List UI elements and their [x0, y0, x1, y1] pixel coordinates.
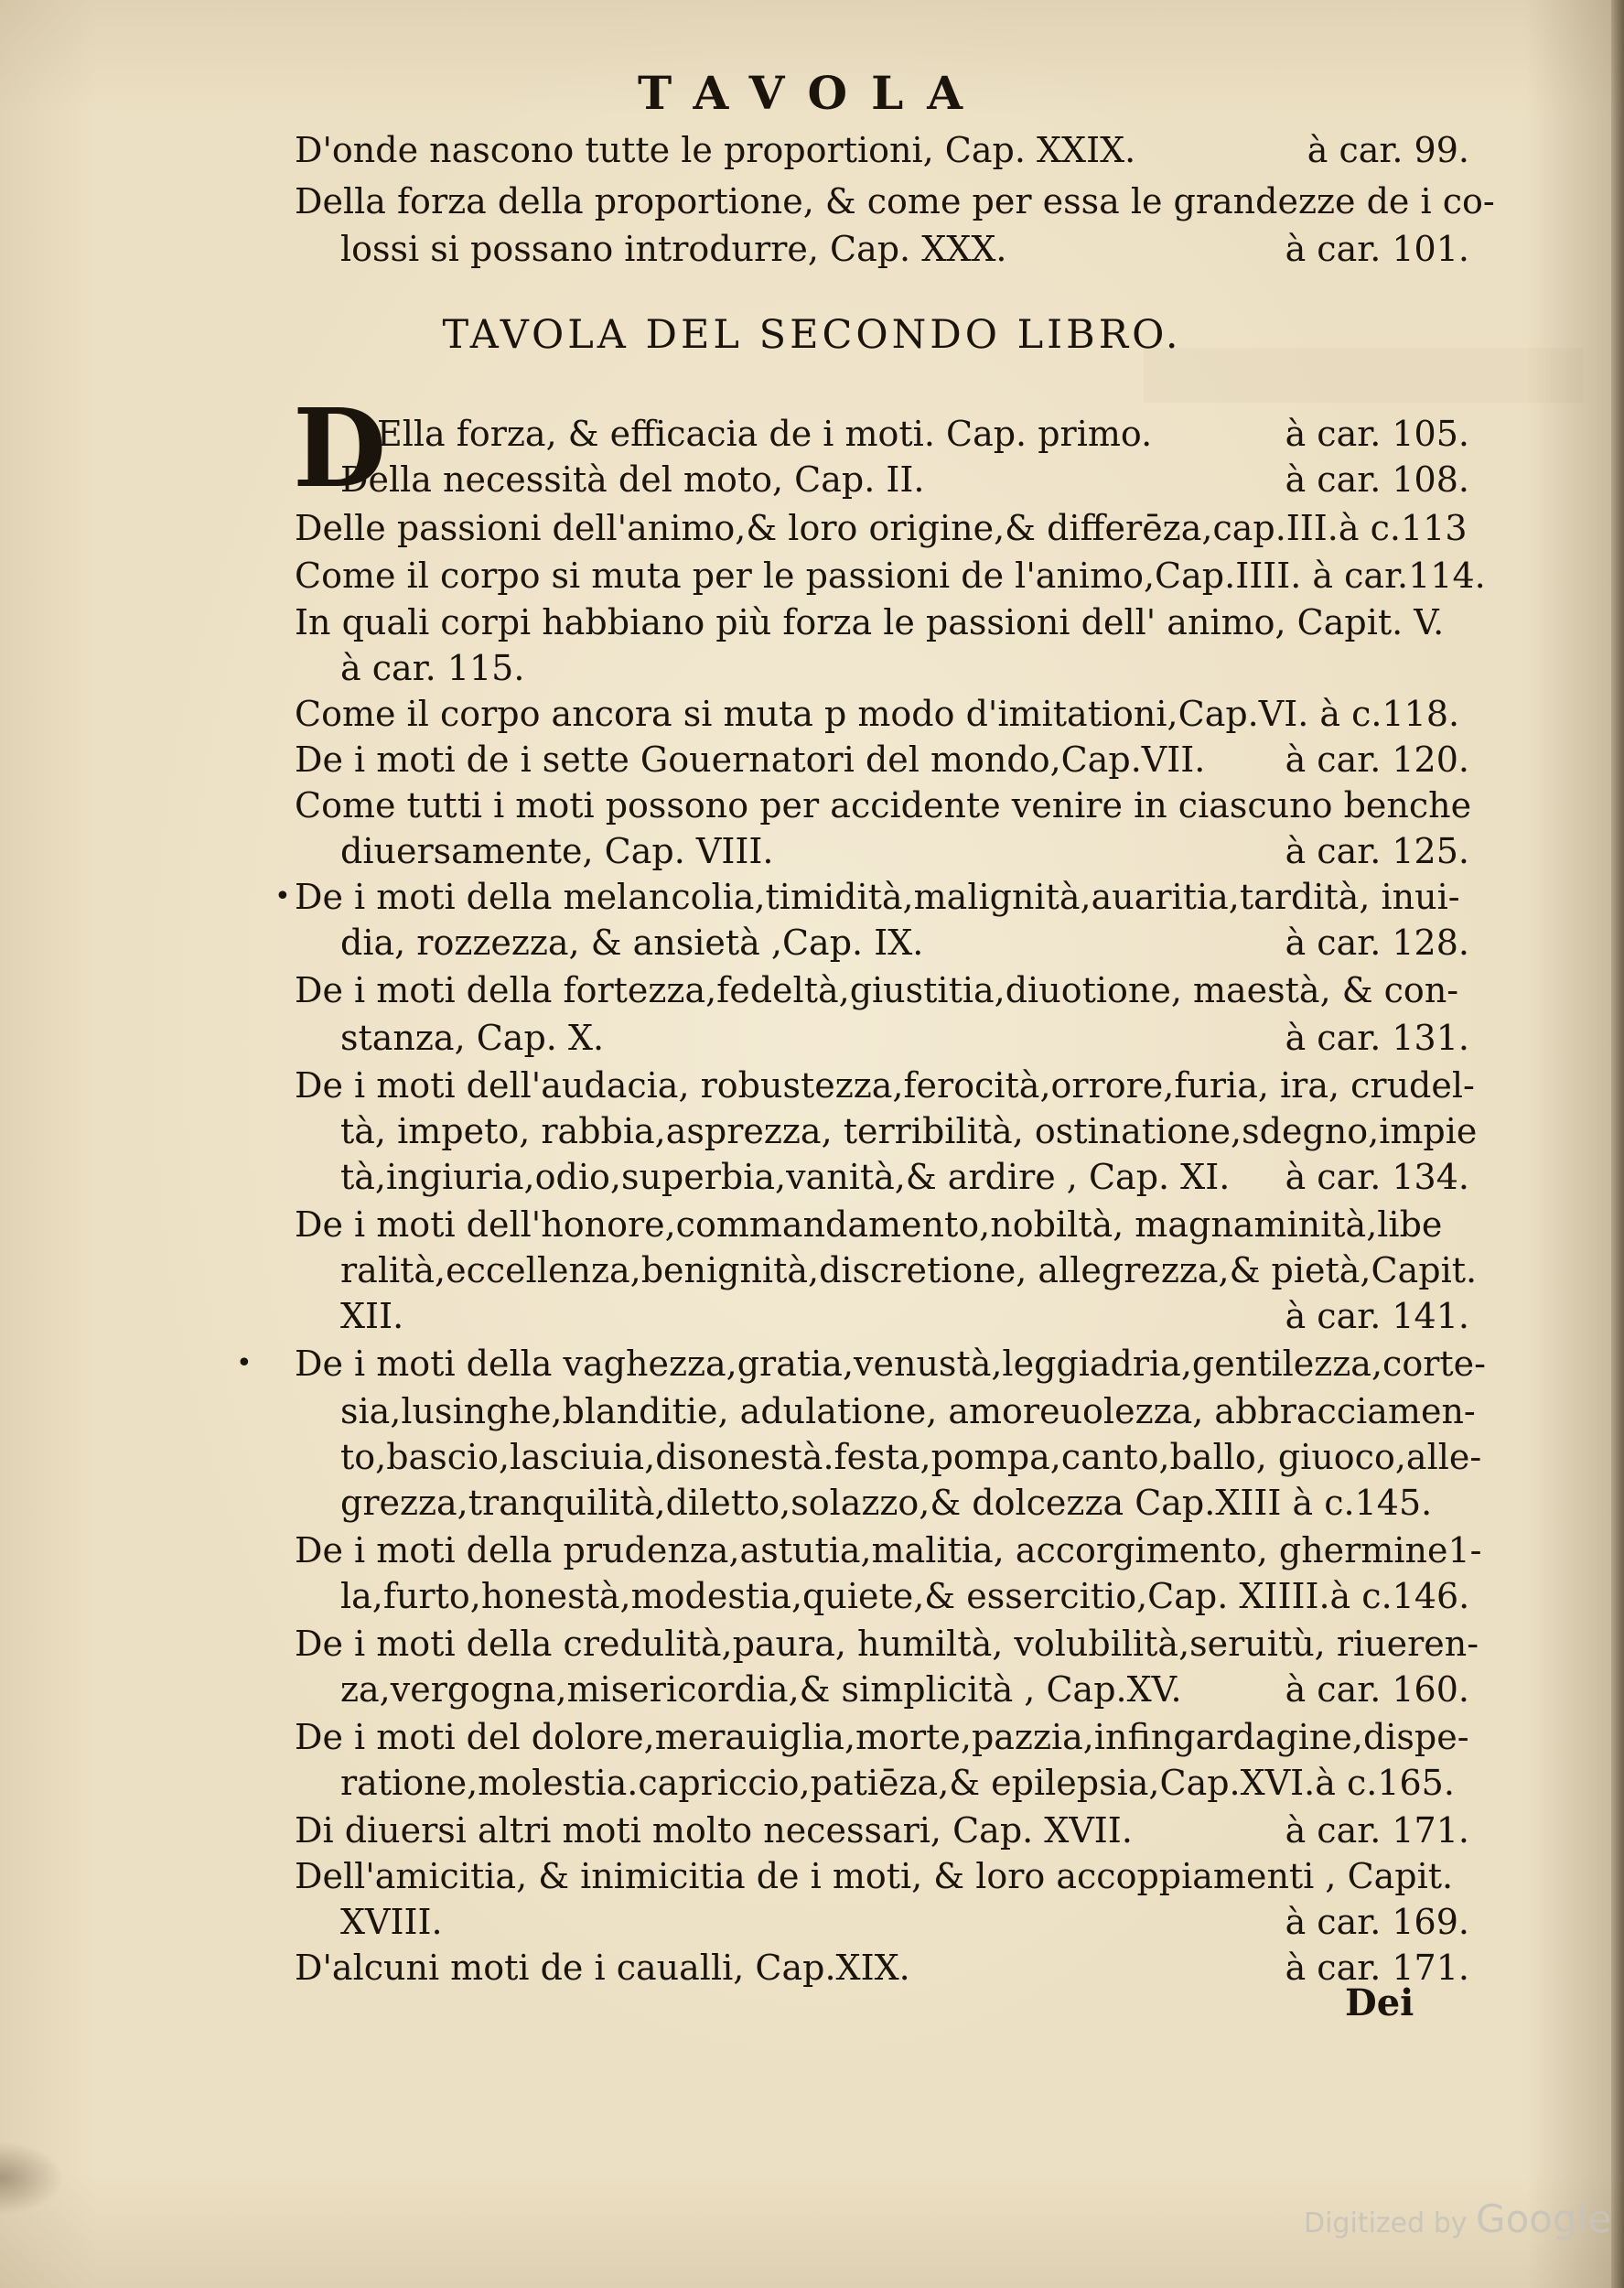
running-head: TAVOLA: [637, 66, 987, 120]
entry-text: grezza,tranquilità,diletto,solazzo,& dolcezza Cap.XIII à c.145.: [340, 1483, 1433, 1523]
entry-page: à car. 101.: [1285, 229, 1469, 269]
entry-text: tà, impeto, rabbia,asprezza, terribilità, ostinatione,sdegno,impie: [340, 1111, 1478, 1151]
entry-page: à car. 160.: [1285, 1669, 1469, 1710]
entry-text: In quali corpi habbiano più forza le passioni dell' animo, Capit. V.: [295, 602, 1445, 642]
margin-bullet: •: [274, 880, 291, 912]
entry-text: Della necessità del moto, Cap. II.: [340, 459, 925, 500]
entry-text: De i moti della prudenza,astutia,malitia, accorgimento, ghermine1-: [295, 1530, 1482, 1570]
entry-page: à car. 120.: [1285, 739, 1469, 780]
entry-text: De i moti della melancolia,timidità,malignità,auaritia,tardità, inui-: [295, 877, 1460, 917]
entry-text: za,vergogna,misericordia,& simplicità , Cap.XV.: [340, 1669, 1182, 1710]
entry-text: XII.: [340, 1296, 404, 1336]
entry-page: à car. 128.: [1285, 923, 1469, 963]
entry-text: to,bascio,lasciuia,disonestà.festa,pompa,canto,ballo, giuoco,alle-: [340, 1437, 1482, 1477]
entry-page: à car. 171.: [1285, 1810, 1469, 1851]
entry-text: D'onde nascono tutte le proportioni, Cap. XXIX.: [295, 130, 1136, 170]
catchword: Dei: [1345, 1981, 1414, 2024]
entry-text: De i moti della credulità,paura, humiltà, volubilità,seruitù, riueren-: [295, 1624, 1479, 1664]
entry-text: Di diuersi altri moti molto necessari, Cap. XVII.: [295, 1810, 1133, 1851]
entry-text: De i moti dell'audacia, robustezza,ferocità,orrore,furia, ira, crudel-: [295, 1065, 1475, 1106]
entry-text: De i moti della vaghezza,gratia,venustà,leggiadria,gentilezza,corte-: [295, 1344, 1486, 1384]
entry-text: Come il corpo si muta per le passioni de l'animo,Cap.IIII. à car.114.: [295, 556, 1486, 596]
entry-text: De i moti della fortezza,fedeltà,giustitia,diuotione, maestà, & con-: [295, 970, 1459, 1010]
entry-text: De i moti de i sette Gouernatori del mondo,Cap.VII.: [295, 739, 1206, 780]
entry-text: De i moti del dolore,merauiglia,morte,pazzia,infingardagine,dispe-: [295, 1717, 1469, 1757]
entry-page: à car. 108.: [1285, 459, 1469, 500]
entry-text: ralità,eccellenza,benignità,discretione, allegrezza,& pietà,Capit.: [340, 1250, 1478, 1290]
entry-text: à car. 115.: [340, 648, 525, 688]
entry-text: la,furto,honestà,modestia,quiete,& essercitio,Cap. XIIII.à c.146.: [340, 1576, 1470, 1616]
decorated-initial: D: [293, 384, 387, 512]
entry-text: Come tutti i moti possono per accidente venire in ciascuno benche: [295, 785, 1472, 826]
entry-page: à car. 105.: [1285, 414, 1469, 454]
entry-text: De i moti dell'honore,commandamento,nobiltà, magnaminità,libe: [295, 1204, 1443, 1245]
entry-page: à car. 171.: [1285, 1948, 1469, 1988]
entry-text: Della forza della proportione, & come per essa le grandezze de i co-: [295, 181, 1495, 221]
entry-text: tà,ingiuria,odio,superbia,vanità,& ardire , Cap. XI.: [340, 1157, 1231, 1197]
entry-text: Come il corpo ancora si muta p modo d'imitationi,Cap.VI. à c.118.: [295, 694, 1460, 734]
entry-page: à car. 134.: [1285, 1157, 1469, 1197]
margin-bullet: •: [236, 1347, 253, 1379]
section-title: TAVOLA DEL SECONDO LIBRO.: [442, 312, 1182, 358]
entry-page: à car. 99.: [1307, 130, 1469, 170]
page-stain: [0, 2142, 64, 2215]
entry-text: dia, rozzezza, & ansietà ,Cap. IX.: [340, 923, 924, 963]
entry-text: XVIII.: [340, 1902, 443, 1942]
entry-text: ratione,molestia.capriccio,patiēza,& epilepsia,Cap.XVI.à c.165.: [340, 1763, 1455, 1803]
entry-page: à car. 131.: [1285, 1018, 1469, 1058]
entry-page: à car. 125.: [1285, 831, 1469, 871]
entry-text: Delle passioni dell'animo,& loro origine,& differēza,cap.III.à c.113: [295, 508, 1468, 548]
entry-text: Dell'amicitia, & inimicitia de i moti, & loro accoppiamenti , Capit.: [295, 1856, 1454, 1896]
entry-page: à car. 141.: [1285, 1296, 1469, 1336]
entry-text: lossi si possano introdurre, Cap. XXX.: [340, 229, 1007, 269]
entry-text: D'alcuni moti de i caualli, Cap.XIX.: [295, 1948, 910, 1988]
watermark-prefix: Digitized by: [1304, 2207, 1468, 2239]
entry-text: sia,lusinghe,blanditie, adulatione, amoreuolezza, abbracciamen-: [340, 1391, 1476, 1431]
entry-text: Ella forza, & efficacia de i moti. Cap. primo.: [377, 414, 1153, 454]
digitization-watermark: [1304, 2196, 1611, 2241]
entry-page: à car. 169.: [1285, 1902, 1469, 1942]
entry-text: diuersamente, Cap. VIII.: [340, 831, 774, 871]
watermark-brand: Google: [1476, 2196, 1612, 2241]
entry-text: stanza, Cap. X.: [340, 1018, 605, 1058]
